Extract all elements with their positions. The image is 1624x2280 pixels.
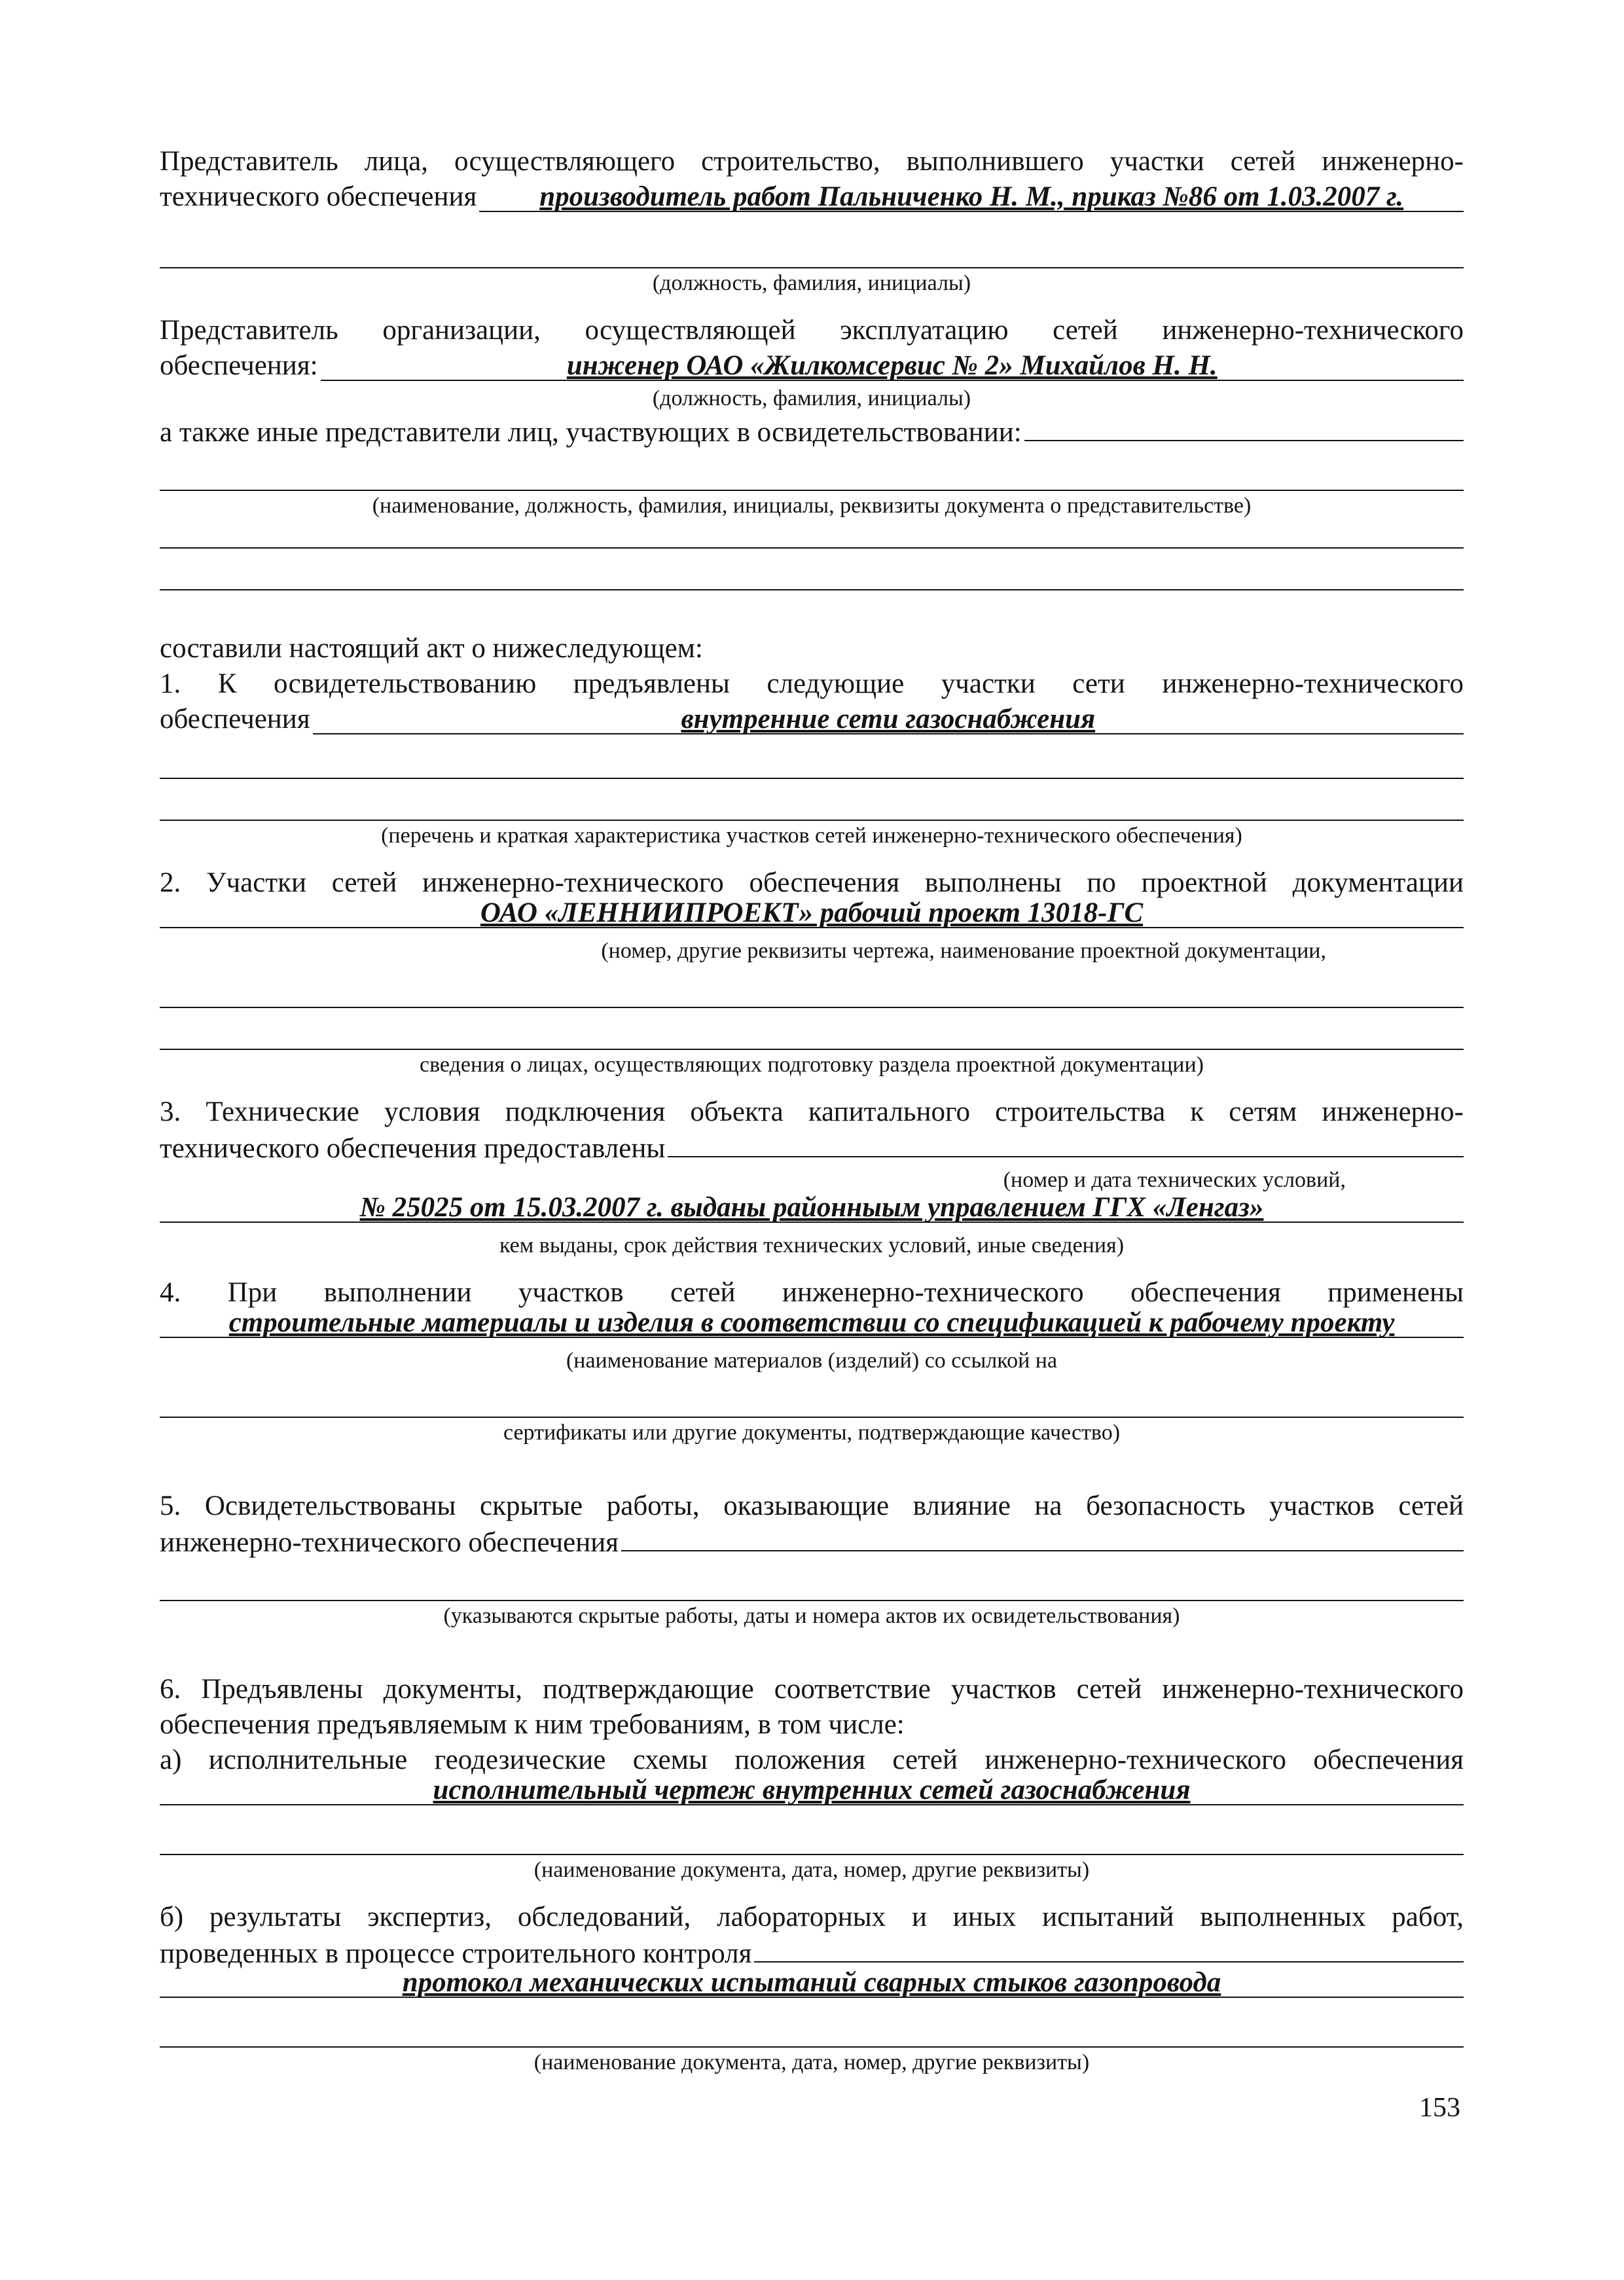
item3-line1: 3. Технические условия подключения объекта капитального строительства к сетям инженерно- [160, 1096, 1464, 1127]
item6a-caption: (наименование документа, дата, номер, другие реквизиты) [533, 1858, 1090, 1882]
item5-prefix: инженерно-технического обеспечения [160, 1527, 619, 1558]
item6b-value-line [160, 1967, 1464, 2006]
item4-value-line [160, 1307, 1464, 1346]
item5-line2 [160, 1524, 1464, 1559]
item6b-value: протокол механических испытаний сварных стыков газопровода [402, 1967, 1221, 1998]
rep-builder-blank-line[interactable] [160, 241, 1464, 268]
rep-builder-value: производитель работ Пальниченко Н. М., приказ №86 от 1.03.2007 г. [539, 181, 1404, 212]
item4-field[interactable] [160, 1307, 1464, 1338]
item2-line1: 2. Участки сетей инженерно-технического обеспечения выполнены по проектной документации [160, 867, 1464, 898]
item1-line1: 1. К освидетельствованию предъявлены следующие участки сети инженерно-технического [160, 668, 1464, 699]
item6b-caption: (наименование документа, дата, номер, другие реквизиты) [533, 2050, 1090, 2074]
item6-line2-text: обеспечения предъявляемым к ним требованиям, в том числе: [160, 1709, 905, 1740]
item6a-blank-line[interactable] [160, 1828, 1464, 1855]
rep-builder-prefix: технического обеспечения [160, 181, 477, 212]
item6b-line1: б) результаты экспертиз, обследований, лабораторных и иных испытаний выполненных работ, [160, 1902, 1464, 1932]
intro-line [160, 631, 1464, 666]
rep-operator-value: инженер ОАО «Жилкомсервис № 2» Михайлов Н. Н. [566, 350, 1218, 381]
rep-others-caption: (наименование, должность, фамилия, инициалы, реквизиты документа о представительстве) [372, 494, 1252, 518]
item3-value-line [160, 1192, 1464, 1231]
act-form [160, 144, 1464, 2078]
item1-value: внутренние сети газоснабжения [681, 704, 1096, 734]
item6-line2 [160, 1707, 1464, 1743]
rep-operator-line1: Представитель организации, осуществляющей эксплуатацию сетей инженерно-технического [160, 315, 1464, 346]
item1-line2 [160, 702, 1464, 737]
item2-value: ОАО «ЛЕННИИПРОЕКТ» рабочий проект 13018-ГС [480, 897, 1144, 928]
item3-field[interactable] [668, 1130, 1464, 1157]
item5-line1: 5. Освидетельствованы скрытые работы, оказывающие влияние на безопасность участков сетей [160, 1491, 1464, 1521]
item5-caption: (указываются скрытые работы, даты и номера актов их освидетельствования) [443, 1604, 1180, 1628]
item6-line1: 6. Предъявлены документы, подтверждающие соответствие участков сетей инженерно-технического [160, 1674, 1464, 1705]
rep-builder-line1: Представитель лица, осуществляющего строительство, выполнившего участки сетей инженерно- [160, 146, 1464, 177]
intro-text: составили настоящий акт о нижеследующем: [160, 633, 703, 664]
rep-operator-caption: (должность, фамилия, инициалы) [652, 386, 971, 410]
rep-operator-line2 [160, 348, 1464, 384]
item6a-line1: а) исполнительные геодезические схемы положения сетей инженерно-технического обеспечения [160, 1745, 1464, 1775]
item6a-value-line [160, 1775, 1464, 1813]
rep-operator-field[interactable] [321, 350, 1464, 381]
item5-field[interactable] [621, 1524, 1464, 1551]
item6a-field[interactable] [160, 1775, 1464, 1805]
item6b-value-field[interactable] [160, 1967, 1464, 1998]
item1-blank-line-2[interactable] [160, 793, 1464, 821]
item6b-prefix: проведенных в процессе строительного контроля [160, 1938, 752, 1969]
item3-line2 [160, 1130, 1464, 1165]
item2-caption1: (номер, другие реквизиты чертежа, наименование проектной документации, [601, 939, 1326, 963]
rep-others-blank-line-2[interactable] [160, 521, 1464, 549]
rep-builder-line2 [160, 179, 1464, 215]
item6a-value: исполнительный чертеж внутренних сетей газоснабжения [433, 1775, 1191, 1805]
item1-blank-line[interactable] [160, 751, 1464, 779]
item2-field[interactable] [160, 897, 1464, 928]
item3-caption2: кем выданы, срок действия технических условий, иные сведения) [499, 1233, 1125, 1258]
item4-caption2: сертификаты или другие документы, подтверждающие качество) [503, 1420, 1121, 1445]
item2-blank-line-2[interactable] [160, 1022, 1464, 1050]
item3-caption1: (номер и дата технических условий, [1003, 1168, 1346, 1192]
item3-value-field[interactable] [160, 1192, 1464, 1223]
item4-blank-line[interactable] [160, 1390, 1464, 1418]
item2-caption2: сведения о лицах, осуществляющих подготовку раздела проектной документации) [419, 1053, 1204, 1077]
rep-others-text: а также иные представители лиц, участвующих в освидетельствовании: [160, 417, 1022, 448]
page-number: 153 [1419, 2093, 1460, 2123]
rep-others-blank-line[interactable] [160, 463, 1464, 491]
item6b-field[interactable] [754, 1935, 1464, 1963]
item4-line1: 4. При выполнении участков сетей инженерно-технического обеспечения применены [160, 1277, 1464, 1308]
item1-prefix: обеспечения [160, 704, 310, 734]
item6b-line2 [160, 1935, 1464, 1970]
item1-caption: (перечень и краткая характеристика участков сетей инженерно-технического обеспечения) [381, 823, 1242, 848]
item1-field[interactable] [313, 704, 1464, 734]
item6b-blank-line[interactable] [160, 2020, 1464, 2048]
item2-value-line [160, 897, 1464, 936]
rep-others-field[interactable] [1024, 414, 1464, 441]
item3-value: № 25025 от 15.03.2007 г. выданы районныым управлением ГГХ «Ленгаз» [359, 1192, 1264, 1223]
item3-prefix: технического обеспечения предоставлены [160, 1133, 666, 1164]
item2-blank-line[interactable] [160, 981, 1464, 1008]
item4-value: строительные материалы и изделия в соответствии со спецификацией к рабочему проекту [228, 1307, 1395, 1338]
rep-others-blank-line-3[interactable] [160, 563, 1464, 590]
rep-builder-field[interactable] [479, 181, 1464, 212]
item4-caption1: (наименование материалов (изделий) со ссылкой на [566, 1348, 1058, 1373]
rep-builder-caption: (должность, фамилия, инициалы) [652, 271, 971, 295]
rep-operator-prefix: обеспечения: [160, 350, 318, 381]
item5-blank-line[interactable] [160, 1574, 1464, 1601]
rep-others-line1 [160, 414, 1464, 449]
